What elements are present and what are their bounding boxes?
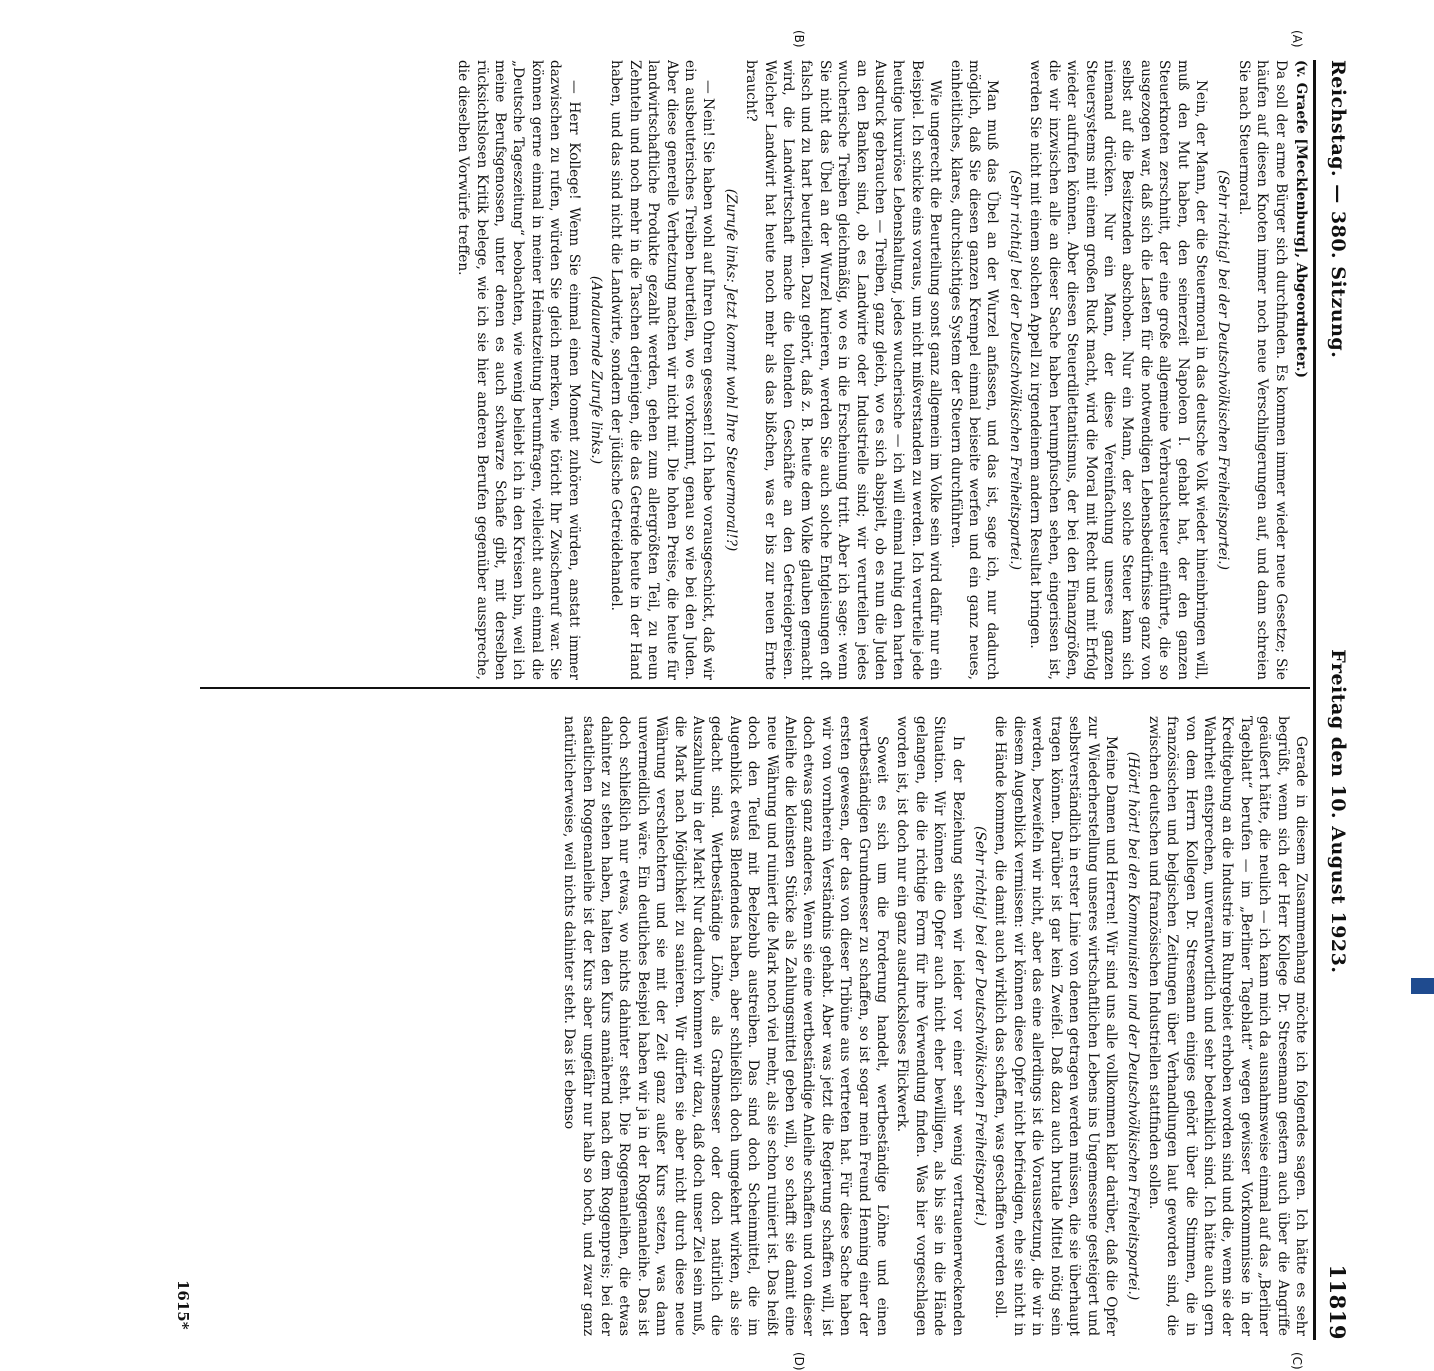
interjection: (Sehr richtig! bei der Deutschvölkischen Freiheitspartei.) — [1006, 170, 1023, 570]
paragraph: Meine Damen und Herren! Wir sind uns alle vollkommen klar darüber, daß die Opfer zur Wiederherstellung unseres wirtschaftlichen Lebens ins Ungemessene gesteigert und selbstverständlich in erster Linie von denen getragen werden müssen, die sie überhaupt tragen können. Darüber ist gar kein Zweifel. Daß dazu auch brutale Mittel nötig sein werden, bezweifeln wir nicht, aber das eine allerdings ist die Voraussetzung, die wir in diesem Augenblick vermissen: wir können diese Opfer nicht befriedigen, ehe sie nicht in die Hände kommen, die damit auch wirklich das schaffen, was geschaffen werden soll. — [992, 716, 1119, 1336]
margin-marker-a: (A) — [1290, 30, 1304, 48]
margin-marker-c: (C) — [1290, 1352, 1304, 1370]
interjection: (Sehr richtig! bei der Deutschvölkischen Freiheitspartei.) — [972, 826, 989, 1226]
paragraph: In der Beziehung stehen wir leider vor einer sehr wenig vertrauenerweckenden Situation. Wir können die Opfer auch nicht eher bewilligen, als bis sie in die Hände gelangen, die die richtige Form für ihre Verwendung finden. Was hier vorgeschlagen worden ist, ist doch nur ein ganz ausdrucksloses Flickwerk. — [894, 716, 966, 1336]
sheet-signature: 1615* — [174, 1280, 192, 1330]
dfg-logo — [1411, 978, 1434, 994]
header-rule — [1313, 60, 1316, 1340]
page-number: 11819 — [1325, 1264, 1351, 1340]
paragraph: Wie ungerecht die Beurteilung sonst ganz allgemein im Volke sein wird dafür nur ein Beispiel. Ich schicke eins voraus, um nicht mißverstanden zu werden. Ich verurteile jede heutige luxuriöse Lebenshaltung, jedes wucherische — ich will einmal ruhig den harten Ausdruck gebrauchen — Treiben, ganz gleich, wo es sich abspielt, ob es nun die Juden an den Banken sind, ob es Landwirte oder Industrielle sind; wir verurteilen jedes wucherische Treiben gleichmäßig, wo es in die Erscheinung tritt. Aber ich sage: wenn Sie nicht das Übel an der Wurzel kurieren, werden Sie auch solche Entgleisungen oft falsch und zu hart beurteilen. Dazu gehört, daß z. B. heute dem Volke glauben gemacht wird, die Landwirtschaft mache die tollenden Geschäfte an den Getreidepreisen. Welcher Landwirt hat heute noch mehr als das bißchen, was er bis zur neuen Ernte braucht? — [743, 60, 944, 680]
header-left: Reichstag. — 380. Sitzung. — [1327, 60, 1349, 359]
paragraph: Soweit es sich um die Forderung handelt, wertbeständige Löhne und einen wertbeständigen Grundmesser zu schaffen, so ist sogar mein Freund Henning einer der ersten gewesen, der das von dieser Tribüne aus vertreten hat. Für diese Sache haben wir von vornherein Verständnis gehabt. Aber was jetzt die Regierung schaffen will, ist doch etwas ganz anderes. Wenn sie eine wertbeständige Anleihe schaffen und von dieser Anleihe die kleinsten Stücke als Zahlungsmittel geben will, so schafft sie damit eine neue Währung und ruiniert die Mark noch viel mehr, als sie schon ruiniert ist. Das heißt doch den Teufel mit Beelzebub austreiben. Das sind doch Scheinmittel, die im Augenblick etwas Blendendes haben, aber schließlich doch umgekehrt wirken, als sie gedacht sind. Wertbeständige Löhne, als Grabmesser oder doch natürlich die Auszahlung in der Mark! Nur dadurch kommen wir dazu, daß doch unser Ziel sein muß, die Mark nach Möglichkeit zu sanieren. Wir dürfen sie aber nicht durch diese neue Währung verschlechtern und sie mit der Zeit ganz außer Kurs setzen, was dann unvermeidlich wäre. Ein deutliches Beispiel haben wir ja in der Roggenanleihe. Das ist doch schließlich nur etwas, wo nichts dahinter steht. Die Roggenanleihen, die etwas dahinter zu stehen haben, halten den Kurs annähernd nach dem Roggenpreis; bei der staatlichen Roggenanleihe ist der Kurs aber ungefähr nur halb so hoch, und zwar ganz natürlicherweise, weil nichts dahinter steht. Das ist ebenso — [561, 716, 891, 1336]
left-column — [180, 60, 1310, 680]
paragraph: — Herr Kollege! Wenn Sie einmal einen Moment zuhören würden, anstatt immer dazwischen zu rufen, würden Sie gleich merken, wie töricht Ihr Zwischenruf war. Sie können gerne einmal in meiner Heimatzeitung herumfragen, vielleicht auch einmal die „Deutsche Tageszeitung“ beobachten, wie wenig beliebt ich in den Kreisen bin, weil ich meine Berufsgenossen, unter denen es auch schwarze Schafe gibt, mit derselben rücksichtslosen Kritik belege, wie ich sie hier anderen Berufen gegenüber ausspreche, die dieselben Vorwürfe treffen. — [455, 60, 582, 680]
paragraph: — Nein! Sie haben wohl auf Ihren Ohren gesessen! Ich habe vorausgeschickt, daß wir ein ausbeuterisches Treiben beurteilen, wo es vorkommt, genau so wie bei den Juden. Aber diese generelle Verhetzung machen wir nicht mit. Die hohen Preise, die heute für landwirtschaftliche Produkte gezahlt werden, gehen zum allergrößten Teil, zu neun Zehnteln und noch mehr in die Taschen derjenigen, die das Getreide heute in der Hand haben, und das sind nicht die Landwirte, sondern der jüdische Getreidehandel. — [608, 60, 717, 680]
interjection: (Sehr richtig! bei der Deutschvölkischen Freiheitspartei.) — [1215, 170, 1232, 570]
margin-marker-d: (D) — [792, 1352, 806, 1371]
page-header — [1318, 60, 1358, 1340]
margin-marker-b: (B) — [792, 30, 806, 48]
paragraph: Nein, der Mann, der die Steuermoral in das deutsche Volk wieder hineinbringen will, muß den Mut haben, den seinerzeit Napoleon I. gehabt hat, der den ganzen Steuerknoten zerschnitt, der eine große allgemeine Verbrauchsteuer einführte, die so ausgezogen war, daß sich die Lasten für die notwendigen Lebensbedürfnisse ganz von selbst auf die Besitzenden abschoben. Nur ein Mann, der solche Steuer kann sich niemand drücken. Nur ein Mann, der diese Vereinfachung unseres ganzen Steuersystems mit einem großen Ruck macht, wird die Moral mit Recht und mit Erfolg wieder aufrufen können. Aber diesen Steuerdilettantismus, der bei den Finanzgrößen, die wir inzwischen alle an dieser Sache haben herumpfuschen sehen, eingerissen ist, werden Sie nicht mit einem solchen Appell zu irgendeinem andern Resultat bringen. — [1027, 60, 1209, 680]
interjection: (Zurufe links: Jetzt kommt wohl Ihre Steuermoral!?) — [722, 188, 739, 552]
paragraph: Gerade in diesem Zusammenhang möchte ich folgendes sagen. Ich hätte es sehr begrüßt, wenn sich der Herr Kollege Dr. Stresemann gestern auch über die Angriffe geäußert hätte, die neulich — ich kann mich da ausnahmsweise einmal auf das „Berliner Tageblatt“ berufen — im „Berliner Tageblatt“ wegen gewisser Vorkommnisse in der Kreditgebung an die Industrie im Ruhrgebiet erhoben worden sind und die, wenn sie der Wahrheit entsprechen, unverantwortlich und sehr bedenklich sind. Ich hätte auch gern von dem Herrn Kollegen Dr. Stresemann einiges gehört über die Stimmen, die in französischen und belgischen Zeitungen über Verhandlungen laut geworden sind, die zwischen deutschen und französischen Industriellen stattfinden sollen. — [1145, 716, 1309, 1336]
interjection: (Hört! hört! bei den Kommunisten und der Deutschvölkischen Freiheitspartei.) — [1125, 751, 1142, 1301]
right-column — [180, 716, 1310, 1336]
column-divider — [200, 687, 1310, 689]
speaker-attribution: (v. Graefe [Mecklenburg], Abgeordneter.) — [1293, 60, 1309, 379]
paragraph: Da soll der arme Bürger sich durchfinden. Es kommen immer wieder neue Gesetze; Sie häufen auf diesen Knoten immer noch neue Verschlingerungen auf, und dann schreien Sie nach Steuermoral. — [1235, 60, 1289, 680]
paragraph: Man muß das Übel an der Wurzel anfassen, und das ist, sage ich, nur dadurch möglich, daß Sie diesen ganzen Krempel einmal beiseite werfen und ein ganz neues, einheitliches, klares, durchsichtiges System der Steuern durchführen. — [947, 60, 1001, 680]
header-right: Freitag den 10. August 1923. — [1327, 649, 1349, 974]
interjection: (Andauernde Zurufe links.) — [587, 275, 604, 465]
digitization-note — [1415, 2, 1431, 998]
